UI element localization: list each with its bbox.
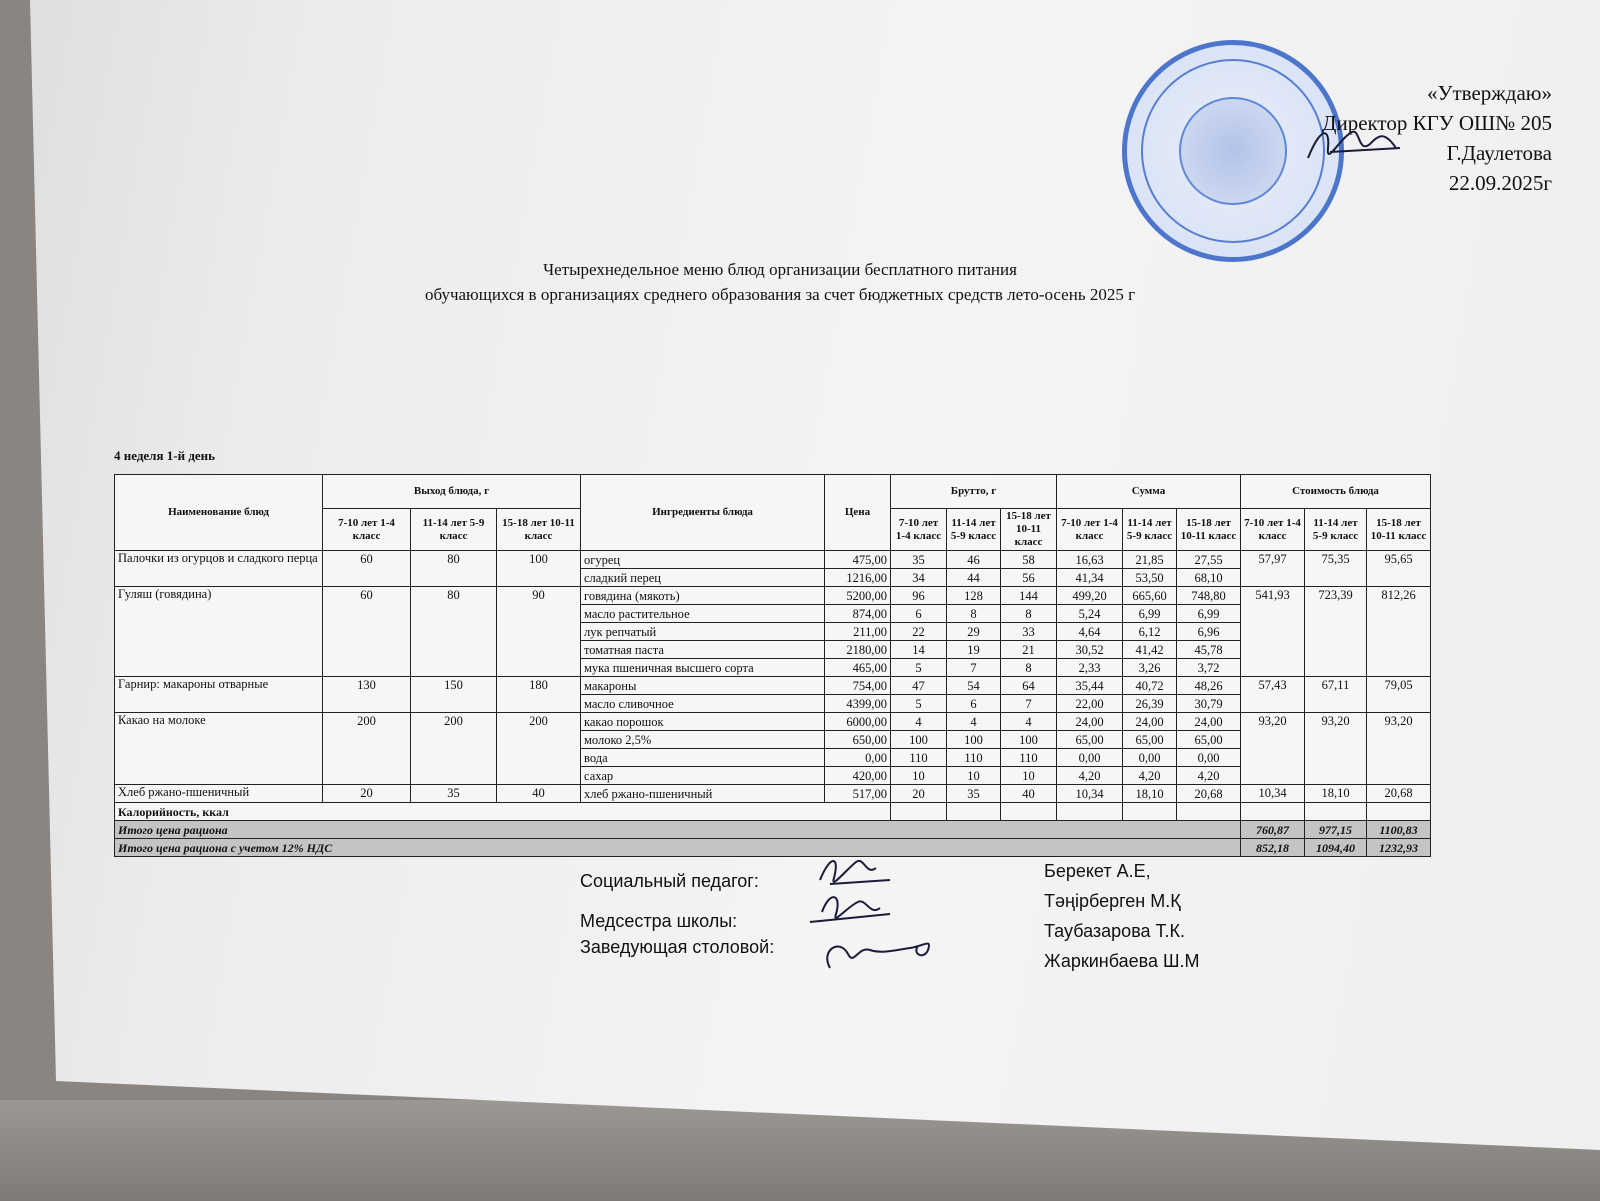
sum-value: 0,00: [1123, 749, 1177, 767]
table-row: [115, 677, 1431, 695]
sum-value: 48,26: [1177, 677, 1241, 695]
empty-cell: [1123, 803, 1177, 821]
dish-yield: 100: [497, 551, 581, 587]
table-row: [115, 587, 1431, 605]
header-sum: Сумма: [1057, 475, 1241, 509]
brutto-value: 100: [947, 731, 1001, 749]
dish-cost: 10,34: [1241, 785, 1305, 803]
ingredient-price: 6000,00: [825, 713, 891, 731]
sum-value: 68,10: [1177, 569, 1241, 587]
dish-cost: 57,43: [1241, 677, 1305, 713]
brutto-value: 21: [1001, 641, 1057, 659]
header-yield: Выход блюда, г: [323, 475, 581, 509]
empty-cell: [1305, 803, 1367, 821]
sum-value: 4,20: [1057, 767, 1123, 785]
sum-value: 27,55: [1177, 551, 1241, 569]
brutto-value: 47: [891, 677, 947, 695]
sum-value: 30,52: [1057, 641, 1123, 659]
dish-cost: 95,65: [1367, 551, 1431, 587]
social-pedagogue-label: Социальный педагог:: [580, 871, 759, 891]
sum-value: 748,80: [1177, 587, 1241, 605]
school-nurse-label: Медсестра школы:: [580, 911, 738, 931]
dish-cost: 723,39: [1305, 587, 1367, 677]
brutto-value: 35: [947, 785, 1001, 803]
sum-value: 35,44: [1057, 677, 1123, 695]
header-brutto-g1: 7-10 лет 1-4 класс: [891, 509, 947, 551]
brutto-value: 7: [947, 659, 1001, 677]
brutto-value: 8: [1001, 659, 1057, 677]
empty-cell: [1241, 803, 1305, 821]
sum-value: 65,00: [1057, 731, 1123, 749]
brutto-value: 29: [947, 623, 1001, 641]
ingredient-name: макароны: [581, 677, 825, 695]
brutto-value: 100: [1001, 731, 1057, 749]
sum-value: 2,33: [1057, 659, 1123, 677]
dish-cost: 57,97: [1241, 551, 1305, 587]
brutto-value: 35: [891, 551, 947, 569]
brutto-value: 46: [947, 551, 1001, 569]
header-cost-g1: 7-10 лет 1-4 класс: [1241, 509, 1305, 551]
table-row: [115, 713, 1431, 731]
brutto-value: 6: [947, 695, 1001, 713]
brutto-value: 110: [947, 749, 1001, 767]
dish-cost: 541,93: [1241, 587, 1305, 677]
brutto-value: 40: [1001, 785, 1057, 803]
dish-cost: 79,05: [1367, 677, 1431, 713]
dish-name: Хлеб ржано-пшеничный: [115, 785, 323, 803]
header-ingredients: Ингредиенты блюда: [581, 475, 825, 551]
dish-cost: 93,20: [1367, 713, 1431, 785]
sum-value: 21,85: [1123, 551, 1177, 569]
sum-value: 16,63: [1057, 551, 1123, 569]
ingredient-name: томатная паста: [581, 641, 825, 659]
dish-yield: 200: [497, 713, 581, 785]
table-row: [115, 785, 1431, 803]
sum-value: 6,96: [1177, 623, 1241, 641]
ingredient-name: сладкий перец: [581, 569, 825, 587]
header-yield-g3: 15-18 лет 10-11 класс: [497, 509, 581, 551]
brutto-value: 6: [891, 605, 947, 623]
sum-value: 30,79: [1177, 695, 1241, 713]
sum-value: 6,99: [1177, 605, 1241, 623]
signatory-name: Жаркинбаева Ш.М: [1044, 951, 1200, 971]
sum-value: 0,00: [1057, 749, 1123, 767]
sum-value: 5,24: [1057, 605, 1123, 623]
header-cost: Стоимость блюда: [1241, 475, 1431, 509]
dish-name: Гарнир: макароны отварные: [115, 677, 323, 713]
dish-cost: 93,20: [1241, 713, 1305, 785]
sum-value: 24,00: [1057, 713, 1123, 731]
dish-yield: 180: [497, 677, 581, 713]
sum-value: 4,64: [1057, 623, 1123, 641]
header-yield-g1: 7-10 лет 1-4 класс: [323, 509, 411, 551]
dish-cost: 75,35: [1305, 551, 1367, 587]
calories-label: Калорийность, ккал: [115, 803, 891, 821]
dish-yield: 40: [497, 785, 581, 803]
ingredient-name: масло растительное: [581, 605, 825, 623]
header-cost-g2: 11-14 лет 5-9 класс: [1305, 509, 1367, 551]
canteen-head-label: Заведующая столовой:: [580, 937, 775, 957]
sum-value: 665,60: [1123, 587, 1177, 605]
empty-cell: [1367, 803, 1431, 821]
header-sum-g2: 11-14 лет 5-9 класс: [1123, 509, 1177, 551]
sum-value: 6,12: [1123, 623, 1177, 641]
brutto-value: 8: [947, 605, 1001, 623]
sum-value: 41,34: [1057, 569, 1123, 587]
brutto-value: 4: [1001, 713, 1057, 731]
header-sum-g3: 15-18 лет 10-11 класс: [1177, 509, 1241, 551]
brutto-value: 4: [947, 713, 1001, 731]
brutto-value: 58: [1001, 551, 1057, 569]
ingredient-price: 465,00: [825, 659, 891, 677]
dish-cost: 67,11: [1305, 677, 1367, 713]
empty-cell: [1177, 803, 1241, 821]
brutto-value: 54: [947, 677, 1001, 695]
empty-cell: [1001, 803, 1057, 821]
brutto-value: 22: [891, 623, 947, 641]
brutto-value: 20: [891, 785, 947, 803]
total-vat-g3: 1232,93: [1367, 839, 1431, 857]
dish-yield: 150: [411, 677, 497, 713]
ingredient-price: 4399,00: [825, 695, 891, 713]
ingredient-name: какао порошок: [581, 713, 825, 731]
week-day-label: 4 неделя 1-й день: [114, 448, 216, 463]
sum-value: 499,20: [1057, 587, 1123, 605]
total-price-label: Итого цена рациона: [115, 821, 1241, 839]
signatory-name: Берекет А.Е,: [1044, 861, 1151, 881]
brutto-value: 128: [947, 587, 1001, 605]
signature-names: [1044, 856, 1200, 976]
approval-name: Г.Даулетова: [1446, 141, 1552, 165]
sum-value: 26,39: [1123, 695, 1177, 713]
brutto-value: 44: [947, 569, 1001, 587]
ingredient-price: 517,00: [825, 785, 891, 803]
brutto-value: 110: [1001, 749, 1057, 767]
dish-yield: 90: [497, 587, 581, 677]
sum-value: 65,00: [1177, 731, 1241, 749]
sum-value: 20,68: [1177, 785, 1241, 803]
header-yield-g2: 11-14 лет 5-9 класс: [411, 509, 497, 551]
ingredient-name: сахар: [581, 767, 825, 785]
ingredient-name: говядина (мякоть): [581, 587, 825, 605]
dish-name: Палочки из огурцов и сладкого перца: [115, 551, 323, 587]
signatory-name: Тәңірберген М.Қ: [1044, 891, 1181, 911]
total-price-g2: 977,15: [1305, 821, 1367, 839]
header-cost-g3: 15-18 лет 10-11 класс: [1367, 509, 1431, 551]
dish-yield: 130: [323, 677, 411, 713]
dish-yield: 80: [411, 587, 497, 677]
ingredient-name: огурец: [581, 551, 825, 569]
ingredient-name: масло сливочное: [581, 695, 825, 713]
ingredient-price: 1216,00: [825, 569, 891, 587]
ingredient-name: хлеб ржано-пшеничный: [581, 785, 825, 803]
calories-row: [115, 803, 1431, 821]
menu-table: [114, 474, 1431, 857]
ingredient-price: 2180,00: [825, 641, 891, 659]
header-sum-g1: 7-10 лет 1-4 класс: [1057, 509, 1123, 551]
handwritten-signatures: [800, 850, 960, 990]
sum-value: 41,42: [1123, 641, 1177, 659]
dish-yield: 80: [411, 551, 497, 587]
sum-value: 3,26: [1123, 659, 1177, 677]
empty-cell: [891, 803, 947, 821]
ingredient-name: мука пшеничная высшего сорта: [581, 659, 825, 677]
sum-value: 53,50: [1123, 569, 1177, 587]
dish-name: Гуляш (говядина): [115, 587, 323, 677]
sum-value: 18,10: [1123, 785, 1177, 803]
ingredient-name: молоко 2,5%: [581, 731, 825, 749]
brutto-value: 8: [1001, 605, 1057, 623]
brutto-value: 64: [1001, 677, 1057, 695]
dish-name: Какао на молоке: [115, 713, 323, 785]
brutto-value: 10: [1001, 767, 1057, 785]
dish-yield: 60: [323, 587, 411, 677]
sum-value: 45,78: [1177, 641, 1241, 659]
sum-value: 4,20: [1177, 767, 1241, 785]
dish-cost: 18,10: [1305, 785, 1367, 803]
ingredient-price: 0,00: [825, 749, 891, 767]
ingredient-price: 211,00: [825, 623, 891, 641]
dish-yield: 60: [323, 551, 411, 587]
brutto-value: 144: [1001, 587, 1057, 605]
dish-yield: 200: [323, 713, 411, 785]
ingredient-price: 475,00: [825, 551, 891, 569]
director-signature: [1300, 118, 1410, 178]
brutto-value: 100: [891, 731, 947, 749]
sum-value: 10,34: [1057, 785, 1123, 803]
ingredient-price: 5200,00: [825, 587, 891, 605]
brutto-value: 5: [891, 659, 947, 677]
brutto-value: 5: [891, 695, 947, 713]
dish-cost: 812,26: [1367, 587, 1431, 677]
signatory-name: Таубазарова Т.К.: [1044, 921, 1186, 941]
brutto-value: 33: [1001, 623, 1057, 641]
header-brutto-g3: 15-18 лет 10-11 класс: [1001, 509, 1057, 551]
sum-value: 24,00: [1177, 713, 1241, 731]
ingredient-name: лук репчатый: [581, 623, 825, 641]
ingredient-price: 754,00: [825, 677, 891, 695]
header-dish: Наименование блюд: [115, 475, 323, 551]
sum-value: 0,00: [1177, 749, 1241, 767]
table-row: [115, 551, 1431, 569]
ingredient-price: 420,00: [825, 767, 891, 785]
dish-yield: 20: [323, 785, 411, 803]
brutto-value: 10: [947, 767, 1001, 785]
total-price-row: [115, 821, 1431, 839]
sum-value: 22,00: [1057, 695, 1123, 713]
brutto-value: 19: [947, 641, 1001, 659]
brutto-value: 110: [891, 749, 947, 767]
brutto-value: 96: [891, 587, 947, 605]
signature-labels: [580, 866, 774, 962]
dish-cost: 20,68: [1367, 785, 1431, 803]
total-vat-g2: 1094,40: [1305, 839, 1367, 857]
sum-value: 3,72: [1177, 659, 1241, 677]
header-brutto: Брутто, г: [891, 475, 1057, 509]
sum-value: 40,72: [1123, 677, 1177, 695]
approval-heading: «Утверждаю»: [1427, 81, 1552, 105]
total-vat-label: Итого цена рациона с учетом 12% НДС: [115, 839, 1241, 857]
dish-yield: 35: [411, 785, 497, 803]
brutto-value: 34: [891, 569, 947, 587]
document-title-line1: Четырехнедельное меню блюд организации бесплатного питания: [543, 260, 1017, 279]
brutto-value: 10: [891, 767, 947, 785]
sum-value: 6,99: [1123, 605, 1177, 623]
sum-value: 4,20: [1123, 767, 1177, 785]
total-vat-g1: 852,18: [1241, 839, 1305, 857]
dish-yield: 200: [411, 713, 497, 785]
empty-cell: [1057, 803, 1123, 821]
approval-date: 22.09.2025г: [1448, 171, 1552, 195]
empty-cell: [947, 803, 1001, 821]
ingredient-price: 650,00: [825, 731, 891, 749]
ingredient-price: 874,00: [825, 605, 891, 623]
stamp-emblem: [1179, 97, 1287, 205]
approval-position: Директор КГУ ОШ№ 205: [1322, 111, 1552, 135]
document-title-line2: обучающихся в организациях среднего образования за счет бюджетных средств лето-осень 2025 г: [424, 285, 1136, 304]
brutto-value: 4: [891, 713, 947, 731]
header-price: Цена: [825, 475, 891, 551]
ingredient-name: вода: [581, 749, 825, 767]
total-price-g3: 1100,83: [1367, 821, 1431, 839]
brutto-value: 56: [1001, 569, 1057, 587]
header-brutto-g2: 11-14 лет 5-9 класс: [947, 509, 1001, 551]
sum-value: 65,00: [1123, 731, 1177, 749]
dish-cost: 93,20: [1305, 713, 1367, 785]
total-price-g1: 760,87: [1241, 821, 1305, 839]
sum-value: 24,00: [1123, 713, 1177, 731]
total-vat-row: [115, 839, 1431, 857]
brutto-value: 14: [891, 641, 947, 659]
brutto-value: 7: [1001, 695, 1057, 713]
